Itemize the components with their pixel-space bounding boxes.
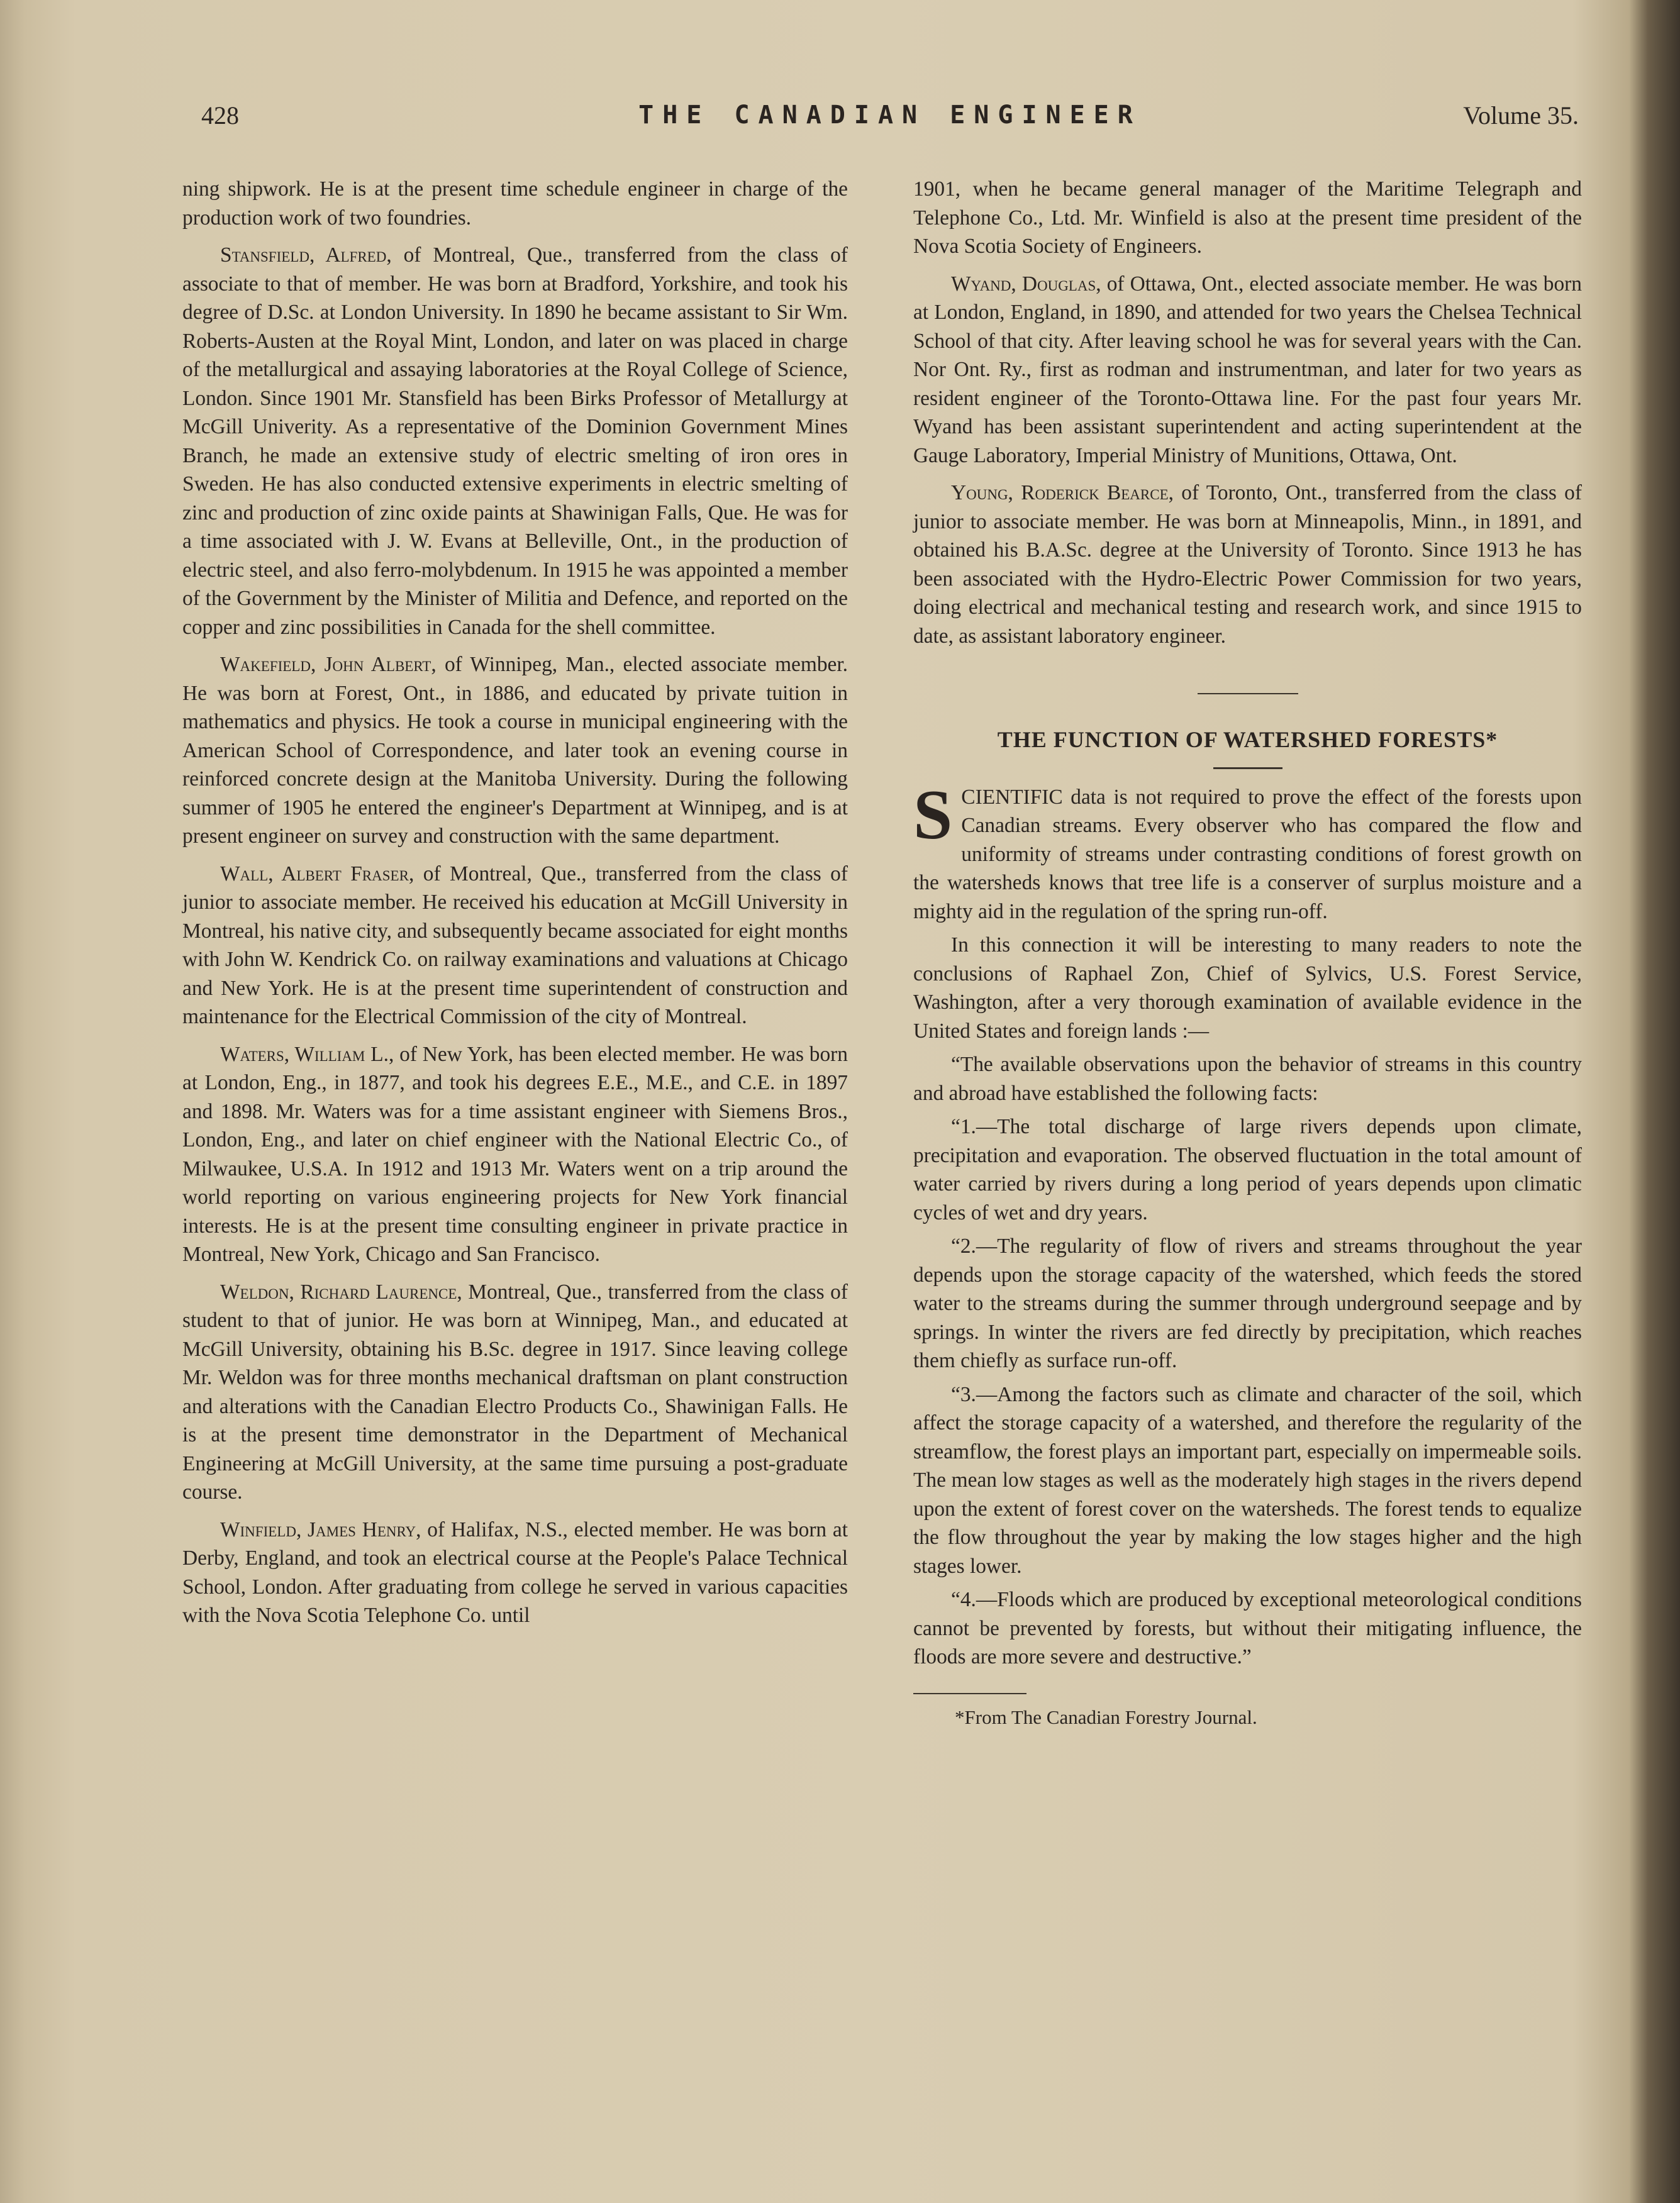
article-lead-paragraph <box>913 775 1582 926</box>
member-text: of Winnipeg, Man., elected associate member. He was born at Forest, Ont., in 1886, and educated by private tuition in mathematics and physics. He took a course in municipal engineering with the American School of Correspondence, and later took an evening course in reinforced concrete design at the Manitoba University. During the following summer of 1905 he entered the engineer's Department at Winnipeg, and is at present engineer on survey and construction with the same department. <box>182 653 848 848</box>
volume-label: Volume 35. <box>1463 101 1579 130</box>
section-divider <box>1198 693 1298 694</box>
continued-paragraph: ning shipwork. He is at the present time schedule engineer in charge of the production work of two foundries. <box>182 177 848 230</box>
fact-paragraph: “2.—The regularity of flow of rivers and streams throughout the year depends upon the storage capacity of the watershed, which feeds the stored water to the streams during the summer through underground seepage and by springs. In winter the rivers are fed directly by precipitation, which reaches them chiefly as surface run-off. <box>913 1235 1582 1372</box>
quote-intro: “The available observations upon the behavior of streams in this country and abroad have established the following facts: <box>913 1053 1582 1105</box>
member-text: of Montreal, Que., transferred from the class of associate to that of member. He was born at Bradford, Yorkshire, and took his degree of D.Sc. at London University. In 1890 he became assistant to Sir Wm. Roberts-Austen at the Royal Mint, London, and later on was placed in charge of the metallurgical and assaying laboratories at the Royal College of Science, London. Since 1901 Mr. Stansfield has been Birks Professor of Metallurgy at McGill Univerity. As a representative of the Dominion Government Mines Branch, he made an extensive study of electric smelting of iron ores in Sweden. He has also conducted extensive experiments in electric smelting of zinc and production of zinc oxide paints at Shawinigan Falls, Que. He was for a time associated with J. W. Evans at Belleville, Ont., in the production of electric steel, and also ferro-molybdenum. In 1915 he was appointed a member of the Government by the Minister of Militia and Defence, and reported on the copper and zinc possibilities in Canada for the shell committee. <box>182 243 848 639</box>
member-entry <box>182 241 848 641</box>
member-text: of Halifax, N.S., elected member. He was born at Derby, England, and took an electrical course at the People's Palace Technical School, London. After graduating from college he served in various capacities with the Nova Scotia Telephone Co. until <box>182 1518 848 1627</box>
member-entry <box>182 1516 848 1630</box>
member-entry <box>913 270 1582 470</box>
member-name: Wyand, Douglas, <box>951 272 1101 296</box>
right-column <box>913 175 1582 1731</box>
lead-text: CIENTIFIC data is not required to prove the effect of the forests upon Canadian streams. Every observer who has compared the flow and uniformity of streams under contrasting conditions of forest growth on the watersheds knows that tree life is a conserver of surplus moisture and a mighty aid in the regulation of the spring run-off. <box>913 785 1582 923</box>
left-column <box>182 175 848 1630</box>
page-header <box>201 101 1579 145</box>
member-name: Winfield, James Henry, <box>220 1518 421 1541</box>
fact-paragraph: “3.—Among the factors such as climate and character of the soil, which affect the storage capacity of a watershed, and therefore the regularity of the streamflow, the forest plays an important part, especially on impermeable soils. The mean low stages as well as the moderately high stages in the rivers depend upon the extent of forest cover on the watersheds. The forest tends to equalize the flow throughout the year by making the low stages higher and the high stages lower. <box>913 1382 1582 1578</box>
journal-title: THE CANADIAN ENGINEER <box>638 101 1142 130</box>
fact-paragraph: “4.—Floods which are produced by exceptional meteorological conditions cannot be prevented by forests, but without their mitigating influence, the floods are more severe and destructive.” <box>913 1588 1582 1668</box>
title-rule <box>1213 767 1282 769</box>
member-text: of New York, has been elected member. He was born at London, Eng., in 1877, and took his degrees E.E., M.E., and C.E. in 1897 and 1898. Mr. Waters was for a time assistant engineer with Siemens Bros., London, Eng., and later on chief engineer with the National Electric Co., of Milwaukee, U.S.A. In 1912 and 1913 Mr. Waters went on a trip around the world reporting on various engineering projects for New York financial interests. He is at the present time consulting engineer in private practice in Montreal, New York, Chicago and San Francisco. <box>182 1042 848 1266</box>
continued-paragraph: 1901, when he became general manager of the Maritime Telegraph and Telephone Co., Ltd. Mr. Winfield is also at the present time president of the Nova Scotia Society of Engineers. <box>913 177 1582 258</box>
member-name: Weldon, Richard Laurence, <box>220 1280 462 1304</box>
member-name: Young, Roderick Bearce, <box>951 481 1174 504</box>
member-entry <box>182 650 848 851</box>
member-entry <box>182 1040 848 1269</box>
member-text: of Toronto, Ont., transferred from the class of junior to associate member. He was born at Minneapolis, Minn., in 1891, and obtained his B.A.Sc. degree at the University of Toronto. Since 1913 he has been associated with the Hydro-Electric Power Commission for two years, doing electrical and mechanical testing and research work, and since 1915 to date, as assistant laboratory engineer. <box>913 481 1582 648</box>
footnote: *From The Canadian Forestry Journal. <box>955 1706 1257 1728</box>
fact-paragraph: “1.—The total discharge of large rivers depends upon climate, precipitation and evaporation. The observed fluctuation in the total amount of water carried by rivers during a long period of years depends upon climatic cycles of wet and dry years. <box>913 1115 1582 1224</box>
article-title: THE FUNCTION OF WATERSHED FORESTS* <box>997 727 1498 752</box>
member-entry <box>182 860 848 1031</box>
member-name: Wall, Albert Fraser, <box>220 862 414 885</box>
member-entry <box>182 1278 848 1507</box>
drop-cap: S <box>913 775 953 854</box>
page-number: 428 <box>201 101 239 130</box>
member-text: of Ottawa, Ont., elected associate member. He was born at London, England, in 1890, and attended for two years the Chelsea Technical School of that city. After leaving school he was for several years with the Can. Nor Ont. Ry., first as rodman and instrumentman, and later for two years as resident engineer of the Toronto-Ottawa line. For the past four years Mr. Wyand has been assistant superintendent and acting superintendent at the Gauge Laboratory, Imperial Ministry of Munitions, Ottawa, Ont. <box>913 272 1582 467</box>
member-text: of Montreal, Que., transferred from the class of junior to associate member. He received his education at McGill University in Montreal, his native city, and subsequently became associated for eight months with John W. Kendrick Co. on railway examinations and valuations at Chicago and New York. He is at the present time superintendent of construction and maintenance for the Electrical Commission of the city of Montreal. <box>182 862 848 1028</box>
member-text: Montreal, Que., transferred from the class of student to that of junior. He was born at Winnipeg, Man., and educated at McGill University, obtaining his B.Sc. degree in 1917. Since leaving college Mr. Weldon was for three months mechanical draftsman on plant construction and alterations with the Canadian Electro Products Co., Shawinigan Falls. He is at the present time demonstrator in the Department of Mechanical Engineering at McGill University, at the same time pursuing a post-graduate course. <box>182 1280 848 1504</box>
member-entry <box>913 479 1582 650</box>
member-name: Waters, William L., <box>220 1042 394 1066</box>
footnote-rule <box>913 1693 1026 1694</box>
article-paragraph: In this connection it will be interesting to many readers to note the conclusions of Raphael Zon, Chief of Sylvics, U.S. Forest Service, Washington, after a very thorough examination of available evidence in the United States and foreign lands :— <box>913 933 1582 1043</box>
member-name: Wakefield, John Albert, <box>220 653 437 676</box>
member-name: Stansfield, Alfred, <box>220 243 392 267</box>
